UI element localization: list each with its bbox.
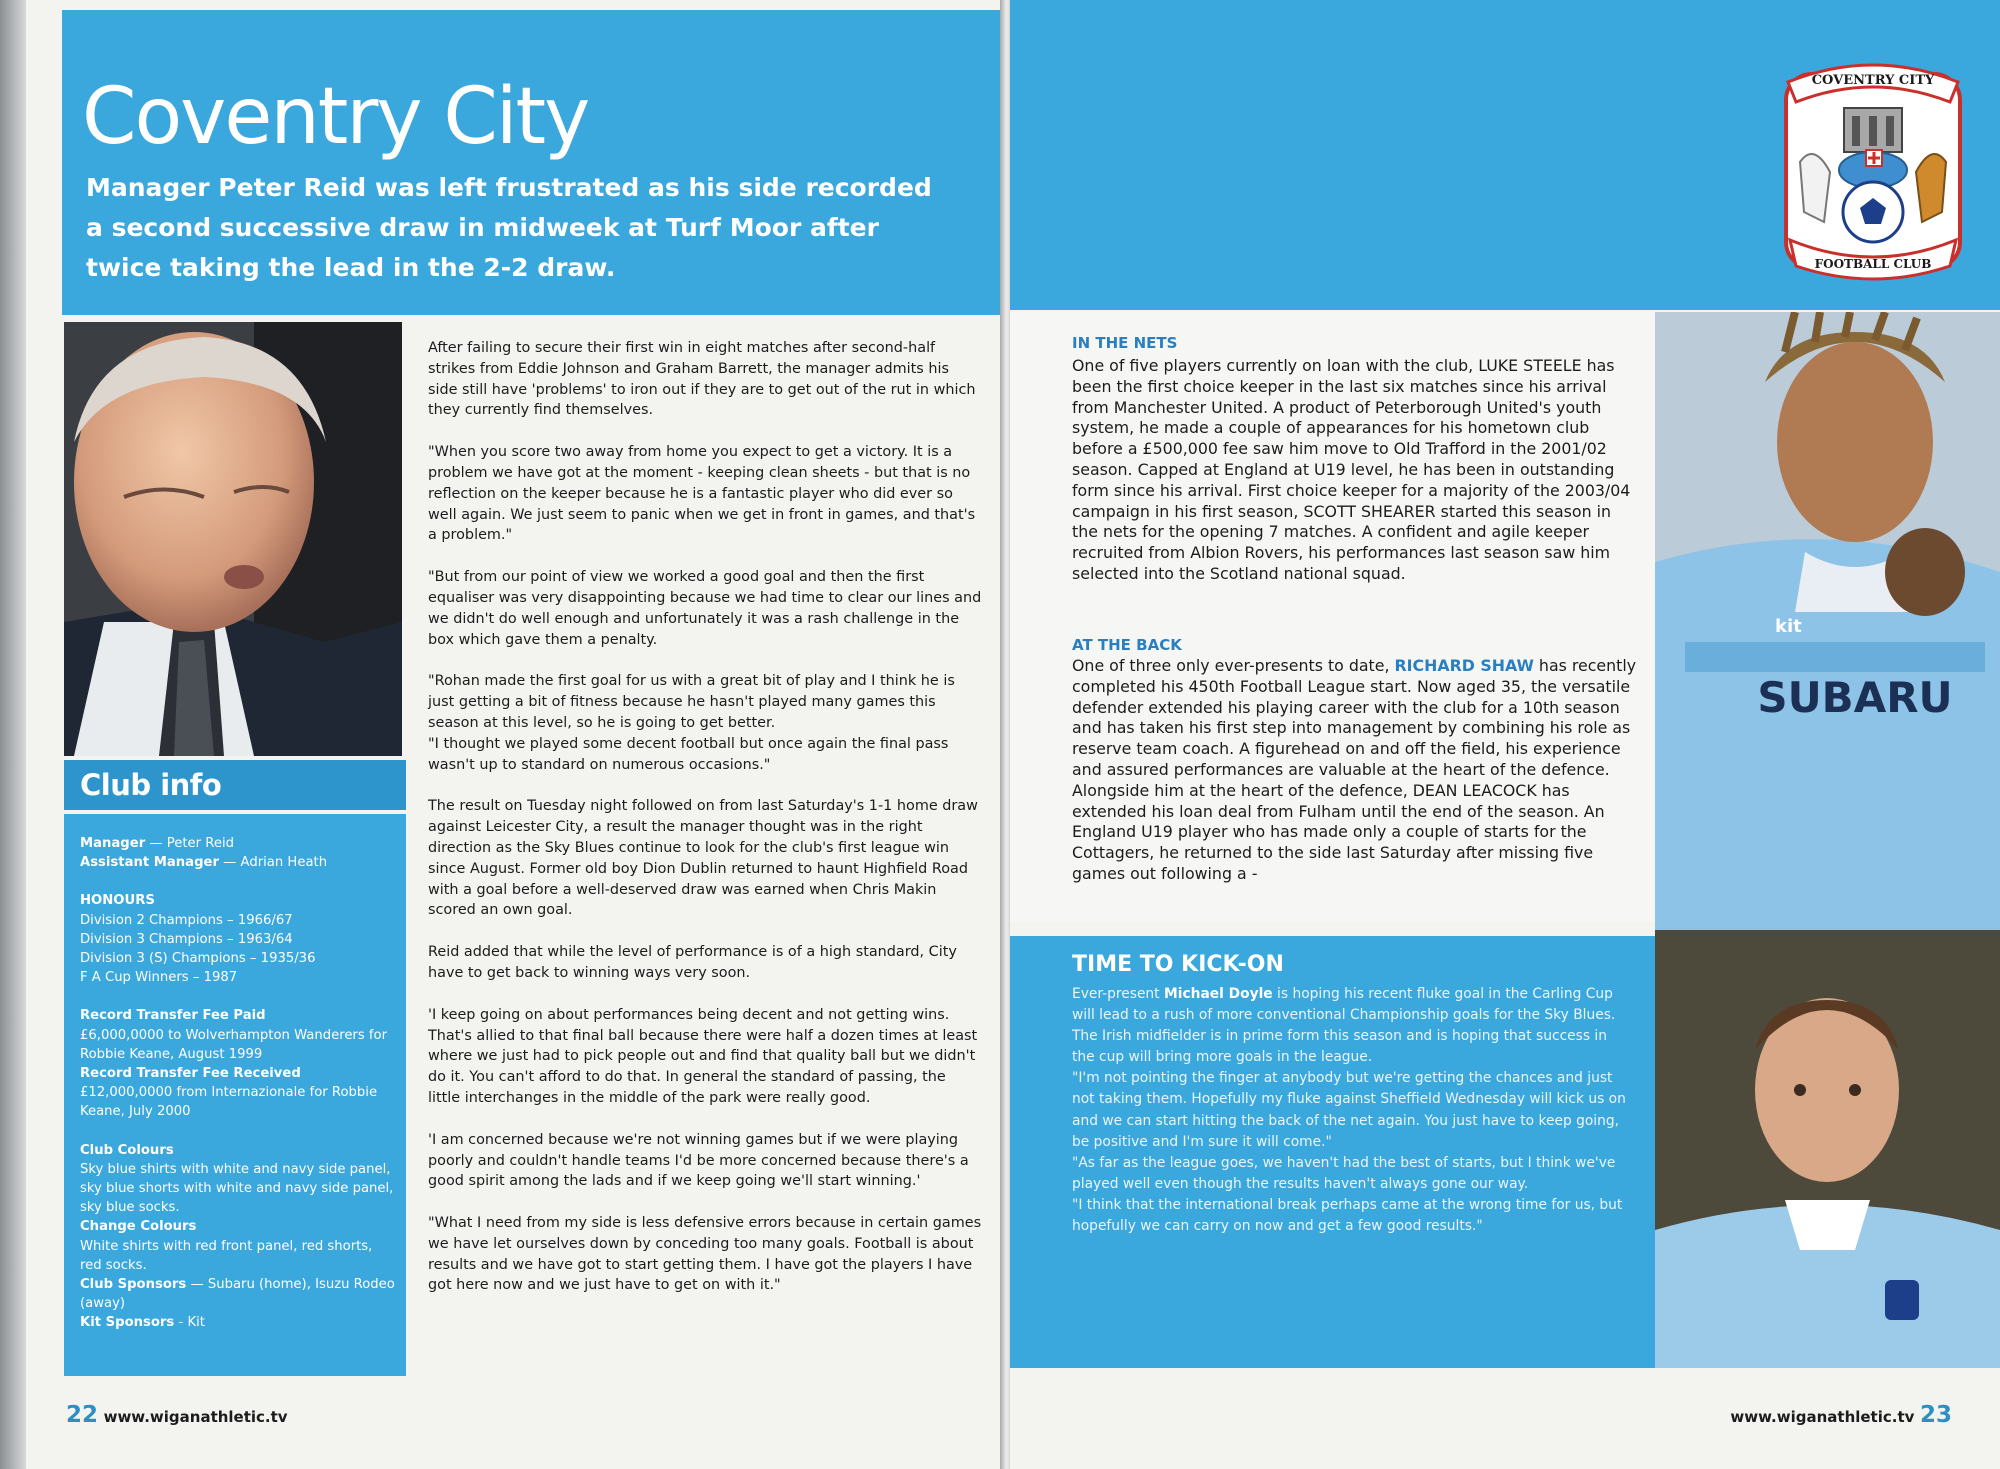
page-number: 22: [66, 1402, 99, 1428]
club-info-header: [64, 760, 406, 814]
manager-value: Peter Reid: [166, 836, 234, 851]
player-name-highlight: RICHARD SHAW: [1394, 656, 1534, 675]
folio-left: [66, 1402, 288, 1428]
record-paid-label: Record Transfer Fee Paid: [80, 1008, 266, 1024]
article-paragraph: "What I need from my side is less defensive errors because in certain games we have let ourselves down by conceding too many goals. Football is about results and we have got to start getting them. I have got the players I have got here now and we just have to get on with it.": [428, 1215, 982, 1294]
article-paragraph: After failing to secure their first win in eight matches after second-half strikes from Eddie Johnson and Graham Barrett, the manager admits his side still have 'problems' to iron out if they are to get out of the rut in which they currently find themselves.: [428, 340, 976, 419]
club-sponsors-label: Club Sponsors: [80, 1277, 187, 1293]
manager-portrait-illustration: [64, 322, 402, 756]
club-colours-label: Club Colours: [80, 1142, 174, 1158]
manager-line: [80, 834, 398, 853]
change-colours-value: White shirts with red front panel, red shorts, red socks.: [80, 1238, 373, 1273]
article-paragraph: The result on Tuesday night followed on from last Saturday's 1-1 home draw against Leicester City, a result the manager thought was in the right direction as the Sky Blues continue to look for the club's first league win since August. Former old boy Dion Dublin returned to haunt Highfield Road with a goal before a well-deserved draw was earned when Chris Makin scored an own goal.: [428, 798, 978, 919]
article-paragraph: 'I keep going on about performances being decent and not getting wins. That's allied to that final ball because there were half a dozen times at least where we just had to pick people out and find that quality ball but we didn't do it. You can't afford to do that. In general the standard of passing, the little interchanges in the middle of the park were really good.: [428, 1006, 978, 1106]
player-photo-top: [1655, 312, 2000, 930]
honour-item: Division 3 Champions – 1963/64: [80, 931, 293, 947]
article-paragraph: Reid added that while the level of performance is of a high standard, City have to get back to winning ways very soon.: [428, 944, 957, 981]
assistant-label: Assistant Manager: [80, 855, 219, 871]
record-received-label: Record Transfer Fee Received: [80, 1066, 301, 1082]
club-info-body: [80, 834, 398, 1333]
at-the-back-text: One of three only ever-presents to date,: [1072, 656, 1395, 675]
website-url: www.wiganathletic.tv: [103, 1408, 288, 1426]
dash: -: [174, 1315, 188, 1331]
right-page: [1010, 0, 2000, 1469]
honour-item: Division 3 (S) Champions – 1935/36: [80, 951, 316, 967]
kit-sponsors-label: Kit Sponsors: [80, 1315, 175, 1331]
article-body: [428, 338, 982, 1317]
change-colours-label: Change Colours: [80, 1219, 197, 1235]
player-photo-bottom: [1655, 930, 2000, 1368]
club-sponsors-line: [80, 1275, 398, 1313]
crest-top-text: COVENTRY CITY: [1811, 73, 1935, 88]
honours-label: HONOURS: [80, 893, 155, 909]
website-url: www.wiganathletic.tv: [1730, 1408, 1915, 1426]
kick-on-text: is hoping his recent fluke goal in the Carling Cup will lead to a rush of more conventional Championship goals for the Sky Blues. The Irish midfielder is in prime form this season and is hoping that success in the cup will bring more goals in the league. "I'm not pointing the finger at anybody but we're getting the chances and just not taking them. Hopefully my fluke against Sheffield Wednesday will kick us on and we can start hitting the back of the net again. You just have to keep going, be positive and I'm sure it will come." "As far as the league goes, we haven't had the best of starts, but I think we've played well even though the results haven't always gone our way. "I think that the international break perhaps came at the wrong time for us, but hopefully we can carry on now and get a few good results.": [1072, 986, 1626, 1235]
squad-text-box: [1010, 312, 1655, 922]
crest-bottom-text: FOOTBALL CLUB: [1814, 257, 1932, 271]
dash: —: [218, 855, 241, 871]
folio-right: [1730, 1402, 1952, 1428]
player-illustration: [1655, 312, 2000, 930]
player-name-highlight: Michael Doyle: [1163, 986, 1273, 1002]
kit-sponsors-line: [80, 1313, 398, 1332]
in-the-nets-heading: IN THE NETS: [1072, 334, 1178, 352]
club-info-panel: [64, 760, 406, 1376]
kit-logo: kit: [1775, 616, 1802, 637]
kit-sponsors-value: Kit: [187, 1315, 205, 1331]
assistant-line: [80, 853, 398, 872]
kick-on-panel: [1010, 936, 1655, 1368]
title-banner: [62, 10, 1004, 315]
article-paragraph: "Rohan made the first goal for us with a great bit of play and I think he is just getting a bit of fitness because he hasn't played many games this season at this level, so he is going to get better. "I thought we played some decent football but once again the final pass wasn't up to standard on numerous occasions.": [428, 673, 955, 773]
article-paragraph: 'I am concerned because we're not winning games but if we were playing poorly and couldn't handle teams I'd be more concerned because there's a good spirit among the lads and if we keep going we'll start winning.': [428, 1131, 969, 1190]
at-the-back-text: has recently completed his 450th Football League start. Now aged 35, the versatile defender extended his playing career with the club for a 10th season and has taken his first step into management by combining his role as reserve team coach. A figurehead on and off the field, his experience and assured performances are valuable at the heart of the defence. Alongside him at the heart of the defence, DEAN LEACOCK has extended his loan deal from Fulham until the end of the season. An England U19 player who has made only a couple of starts for the Cottagers, he returned to the side last Saturday after missing five games out following a -: [1072, 656, 1637, 883]
page-title: Coventry City: [82, 72, 589, 162]
manager-photo: [64, 322, 402, 756]
honour-item: F A Cup Winners – 1987: [80, 970, 238, 986]
kick-on-heading: TIME TO KICK-ON: [1072, 952, 1284, 977]
assistant-value: Adrian Heath: [240, 855, 328, 871]
club-sponsors-value: Subaru (home), Isuzu Rodeo (away): [80, 1277, 395, 1312]
honour-item: Division 2 Champions – 1966/67: [80, 912, 293, 928]
dash: —: [145, 836, 167, 851]
manager-label: Manager: [80, 836, 146, 851]
at-the-back-body: [1072, 656, 1638, 885]
article-paragraph: "When you score two away from home you expect to get a victory. It is a problem we have got at the moment - keeping clean sheets - but that is no reflection on the keeper because he is a fantastic player who did ever so well again. We just seem to panic when we get in front in games, and that's a problem.": [428, 444, 976, 544]
in-the-nets-body: One of five players currently on loan with the club, LUKE STEELE has been the first choice keeper in the last six matches since his arrival from Manchester United. A product of Peterborough United's youth system, he made a couple of appearances for his hometown club before a £500,000 fee saw him move to Old Trafford in the 2001/02 season. Capped at England at U19 level, he has been in outstanding form since his arrival. First choice keeper for a majority of the 2003/04 campaign in his first season, SCOTT SHEARER started this season in the nets for the opening 7 matches. A confident and agile keeper recruited from Albion Rovers, his performances last season saw him selected into the Scotland national squad.: [1072, 356, 1631, 583]
club-crest-icon: [1780, 52, 1966, 290]
kick-on-text: Ever-present: [1072, 986, 1164, 1002]
player-illustration: [1655, 930, 2000, 1368]
article-paragraph: "But from our point of view we worked a good goal and then the first equaliser was very disappointing because we had time to clear our lines and we didn't do well enough and unfortunately it was a rash challenge in the box which gave them a penalty.: [428, 569, 982, 648]
shirt-sponsor: SUBARU: [1757, 673, 1953, 722]
kick-on-body: [1072, 984, 1632, 1237]
standfirst: Manager Peter Reid was left frustrated as his side recorded a second successive draw in midweek at Turf Moor after twice taking the lead in the 2-2 draw.: [86, 173, 932, 282]
record-received-value: £12,000,0000 from Internazionale for Robbie Keane, July 2000: [80, 1085, 378, 1120]
club-info-title: Club info: [80, 768, 222, 802]
page-edge: [0, 0, 26, 1469]
dash: —: [186, 1277, 208, 1293]
page-number: 23: [1919, 1402, 1952, 1428]
club-colours-value: Sky blue shirts with white and navy side panel, sky blue shorts with white and navy side panel, sky blue socks.: [80, 1161, 394, 1216]
at-the-back-heading: AT THE BACK: [1072, 636, 1182, 654]
record-paid-value: £6,000,0000 to Wolverhampton Wanderers for Robbie Keane, August 1999: [80, 1027, 388, 1062]
